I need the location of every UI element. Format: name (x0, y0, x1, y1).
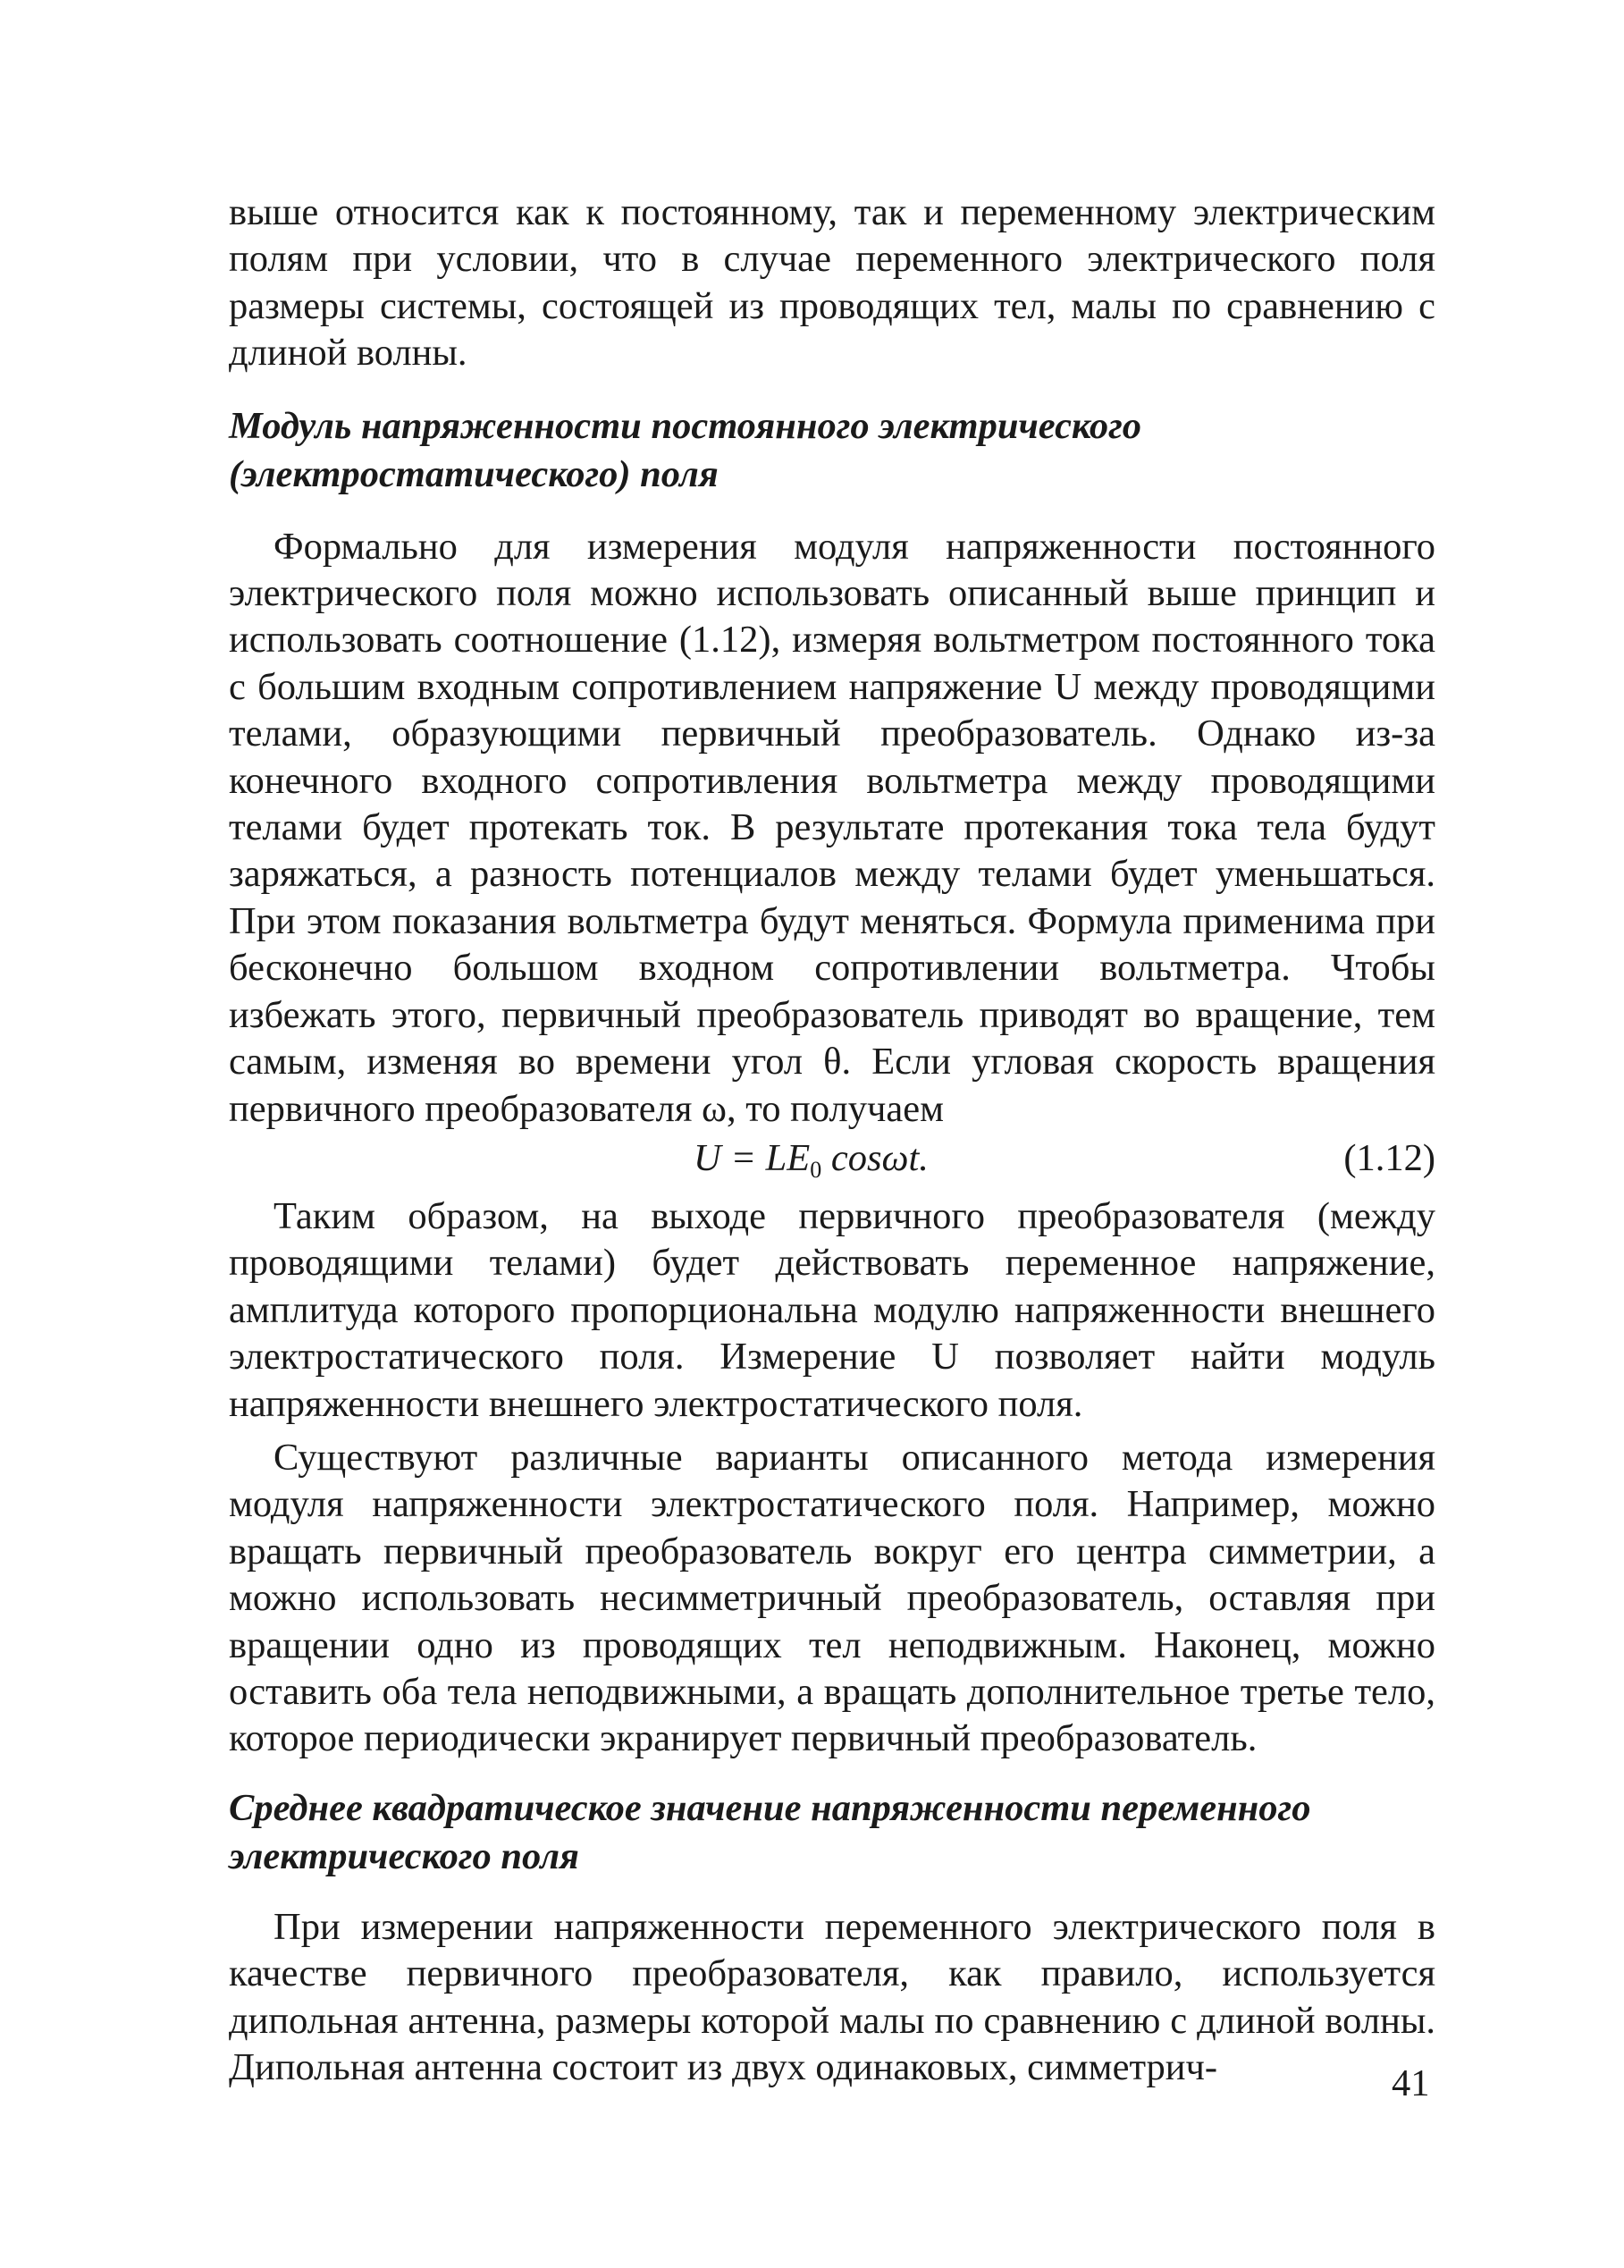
equation-number: (1.12) (1343, 1136, 1435, 1179)
page-number: 41 (1392, 2062, 1430, 2104)
paragraph-output-voltage: Таким образом, на выходе первичного преобразователя (между проводящими телами) будет действовать переменное напряжение, амплитуда которого пропорциональна модулю напряженности внешнего электростатического поля. Измерение U позволяет найти модуль напряженности внешнего электростатического поля. (229, 1194, 1435, 1425)
intro-paragraph: выше относится как к постоянному, так и переменному электрическим полям при условии, что в случае переменного электрического поля размеры системы, состоящей из проводящих тел, малы по сравнению с длиной волны. (229, 191, 1435, 375)
equation-lhs: U = LE (694, 1136, 811, 1179)
paragraph-method-variants: Существуют различные варианты описанного метода измерения модуля напряженности электростатического поля. Например, можно вращать первичный преобразователь вокруг его центра симметрии, а можно использовать несимметричный преобразователь, оставляя при вращении одно из проводящих тел неподвижным. Наконец, можно оставить оба тела неподвижными, а вращать дополнительное третье тело, которое периодически экранирует первичный преобразователь. (229, 1436, 1435, 1760)
page-content (229, 190, 1435, 2091)
equation-subscript: 0 (810, 1156, 822, 1183)
section-heading-electrostatic-field: Модуль напряженности постоянного электрического (электростатического) поля (229, 404, 1142, 495)
section-heading-rms-field: Среднее квадратическое значение напряженности переменного электрического поля (229, 1786, 1311, 1877)
paragraph-dipole-antenna: При измерении напряженности переменного электрического поля в качестве первичного преобразователя, как правило, используется дипольная антенна, размеры которой малы по сравнению с длиной волны. Дипольная антенна состоит из двух одинаковых, симметрич- (229, 1905, 1435, 2088)
equation-rhs: cosωt. (821, 1136, 929, 1179)
equation (694, 1133, 929, 1185)
equation-row (229, 1133, 1435, 1185)
paragraph-measurement-principle: Формально для измерения модуля напряженности постоянного электрического поля можно использовать описанный выше принцип и использовать соотношение (1.12), измеряя вольтметром постоянного тока с большим входным сопротивлением напряжение U между проводящими телами, образующими первичный преобразователь. Однако из-за конечного входного сопротивления вольтметра между проводящими телами будет протекать ток. В результате протекания тока тела будут заряжаться, а разность потенциалов между телами будет уменьшаться. При этом показания вольтметра будут меняться. Формула применима при бесконечно большом входном сопротивлении вольтметра. Чтобы избежать этого, первичный преобразователь приводят во вращение, тем самым, изменяя во времени угол θ. Если угловая скорость вращения первичного преобразователя ω, то получаем (229, 525, 1435, 1130)
